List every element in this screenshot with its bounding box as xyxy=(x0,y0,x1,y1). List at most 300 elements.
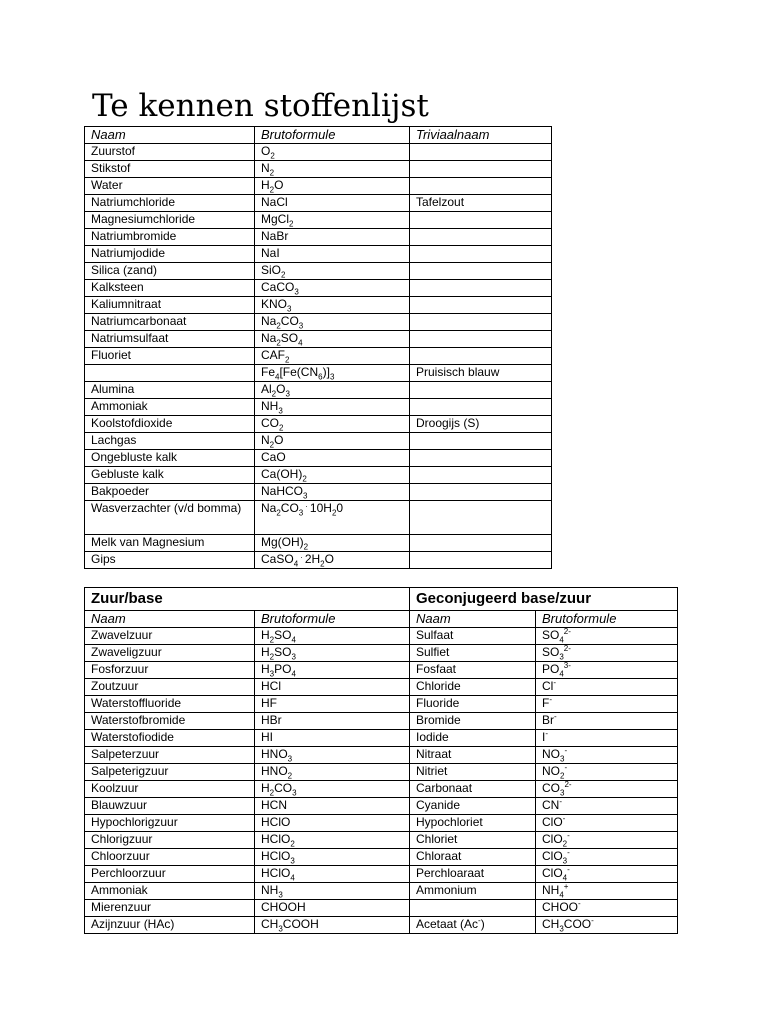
formula-part: NaBr xyxy=(261,229,289,243)
formula-sub: 2 xyxy=(269,652,275,662)
formula-part: O xyxy=(274,178,284,192)
formula-sub: 2 xyxy=(269,168,275,178)
triviaalnaam-cell xyxy=(410,246,552,263)
zuur-formule-cell xyxy=(255,781,410,798)
formula-sub: 2 xyxy=(281,270,286,280)
table-row xyxy=(85,467,552,484)
base-formule-cell xyxy=(536,900,678,917)
formula-sub: 3 xyxy=(291,652,296,662)
formula-part: 0 xyxy=(336,501,344,515)
table-row xyxy=(85,730,678,747)
zuur-naam-cell: Zwaveligzuur xyxy=(85,645,255,662)
formula-sup: - xyxy=(545,729,549,738)
zuur-formule-cell xyxy=(255,679,410,696)
table-row xyxy=(85,314,552,331)
formula-part: O xyxy=(261,144,271,158)
zuur-formule-cell xyxy=(255,866,410,883)
triviaalnaam-cell xyxy=(410,382,552,399)
formula-sub: 3 xyxy=(287,754,293,764)
formula-sub: 2 xyxy=(285,355,290,365)
formula-part: SO xyxy=(280,331,299,345)
table-row xyxy=(85,883,678,900)
naam-cell: Ammoniak xyxy=(85,399,255,416)
formula-part: SO xyxy=(274,645,292,659)
formula-sub: 2 xyxy=(269,635,275,645)
base-formule-cell xyxy=(536,628,678,645)
formule-cell xyxy=(255,195,410,212)
formula-part: HClO xyxy=(261,866,291,880)
triviaalnaam-cell xyxy=(410,297,552,314)
table-row xyxy=(85,815,678,832)
formula-sub: 2 xyxy=(562,839,568,849)
formule-cell xyxy=(255,467,410,484)
table-row xyxy=(85,433,552,450)
formule-cell xyxy=(255,382,410,399)
zuur-naam-cell: Chlorigzuur xyxy=(85,832,255,849)
formula-part: H xyxy=(261,645,270,659)
zuur-naam-cell: Azijnzuur (HAc) xyxy=(85,917,255,934)
base-naam-cell: Cyanide xyxy=(410,798,536,815)
table-row xyxy=(85,212,552,229)
formula-part: COO xyxy=(563,917,592,931)
formula-sub: 6 xyxy=(318,372,323,382)
formule-cell xyxy=(255,501,410,535)
base-naam-cell xyxy=(410,900,536,917)
base-naam-cell: Hypochloriet xyxy=(410,815,536,832)
zuur-formule-cell xyxy=(255,764,410,781)
base-naam-cell: Ammonium xyxy=(410,883,536,900)
formula-part: ClO xyxy=(542,849,563,863)
formula-sub: 2 xyxy=(270,151,275,161)
formula-sub: 4 xyxy=(559,669,564,679)
formula-part: Na xyxy=(261,314,277,328)
formula-sub: 3 xyxy=(298,508,304,518)
formula-sub: 2 xyxy=(276,338,281,348)
formula-sub: 4 xyxy=(275,372,280,382)
zuur-naam-cell: Salpeterzuur xyxy=(85,747,255,764)
table-row xyxy=(85,849,678,866)
table-row xyxy=(85,263,552,280)
table-row xyxy=(85,280,552,297)
formula-sub: 4 xyxy=(562,873,568,883)
formule-cell xyxy=(255,297,410,314)
formule-cell xyxy=(255,552,410,569)
formula-part: HNO xyxy=(261,764,288,778)
page-title: Te kennen stoffenlijst xyxy=(92,88,429,124)
naam-cell: Koolstofdioxide xyxy=(85,416,255,433)
table-row xyxy=(85,195,552,212)
triviaalnaam-cell xyxy=(410,144,552,161)
zuur-formule-cell xyxy=(255,747,410,764)
formule-cell xyxy=(255,331,410,348)
table-row xyxy=(85,178,552,195)
formula-sup: . xyxy=(298,551,305,560)
formule-cell xyxy=(255,161,410,178)
formula-sup: - xyxy=(478,916,481,925)
formula-sup: - xyxy=(554,712,557,721)
formula-part: HCN xyxy=(261,798,287,812)
zuur-naam-cell: Fosforzuur xyxy=(85,662,255,679)
formula-part: HClO xyxy=(261,849,291,863)
zuur-formule-cell xyxy=(255,645,410,662)
formula-part: Acetaat (Ac xyxy=(416,917,479,931)
section-header-zuur-base: Zuur/base xyxy=(85,588,410,611)
formula-sub: 3 xyxy=(269,669,275,679)
formula-part: CaO xyxy=(261,450,286,464)
formula-sup: - xyxy=(567,865,570,874)
naam-cell: Kaliumnitraat xyxy=(85,297,255,314)
naam-cell: Natriumsulfaat xyxy=(85,331,255,348)
base-formule-cell xyxy=(536,849,678,866)
zuur-formule-cell xyxy=(255,730,410,747)
formula-part: NH xyxy=(542,883,560,897)
formula-part: CHOOH xyxy=(261,900,306,914)
formula-part: SO xyxy=(542,628,560,642)
formula-part: CO xyxy=(542,781,560,795)
formula-part: O xyxy=(276,382,286,396)
formula-part: NaHCO xyxy=(261,484,304,498)
base-formule-cell xyxy=(536,764,678,781)
formula-part: CH xyxy=(542,917,560,931)
formula-sub: 3 xyxy=(278,924,283,934)
formula-sup: 2- xyxy=(563,644,571,653)
naam-cell: Natriumcarbonaat xyxy=(85,314,255,331)
base-naam-cell: Perchloaraat xyxy=(410,866,536,883)
table-row xyxy=(85,866,678,883)
zuur-formule-cell xyxy=(255,849,410,866)
formula-part: 2H xyxy=(304,552,321,566)
table-row xyxy=(85,331,552,348)
formula-part: [Fe(CN xyxy=(279,365,319,379)
formula-part: ClO xyxy=(542,815,563,829)
base-formule-cell xyxy=(536,747,678,764)
triviaalnaam-cell xyxy=(410,348,552,365)
formula-sub: 2 xyxy=(290,839,295,849)
zuur-naam-cell: Salpeterigzuur xyxy=(85,764,255,781)
formula-sub: 2 xyxy=(302,474,307,484)
base-formule-cell xyxy=(536,798,678,815)
naam-cell: Bakpoeder xyxy=(85,484,255,501)
formula-part: HClO xyxy=(261,815,291,829)
zuur-naam-cell: Chloorzuur xyxy=(85,849,255,866)
formula-sub: 4 xyxy=(291,635,296,645)
formula-sub: 4 xyxy=(559,635,564,645)
column-header: Brutoformule xyxy=(255,611,410,628)
formula-part: O xyxy=(324,552,334,566)
formula-sub: 3 xyxy=(294,287,299,297)
table-row xyxy=(85,484,552,501)
formule-cell xyxy=(255,365,410,382)
triviaalnaam-cell xyxy=(410,535,552,552)
triviaalnaam-cell xyxy=(410,552,552,569)
formula-sub: 2 xyxy=(276,508,281,518)
formula-sup: . xyxy=(303,500,310,509)
formule-cell xyxy=(255,314,410,331)
formula-part: H xyxy=(261,662,270,676)
zuur-base-table xyxy=(84,587,678,934)
formule-cell xyxy=(255,263,410,280)
naam-cell: Stikstof xyxy=(85,161,255,178)
table-row xyxy=(85,348,552,365)
formula-part: N xyxy=(261,433,270,447)
base-naam-cell: Bromide xyxy=(410,713,536,730)
formule-cell xyxy=(255,212,410,229)
zuur-naam-cell: Zoutzuur xyxy=(85,679,255,696)
formula-sub: 3 xyxy=(298,321,304,331)
table-row xyxy=(85,399,552,416)
formula-sub: 3 xyxy=(278,890,283,900)
table-row xyxy=(85,679,678,696)
triviaalnaam-cell xyxy=(410,229,552,246)
formula-sup: - xyxy=(567,831,570,840)
table-row xyxy=(85,900,678,917)
formula-sub: 4 xyxy=(290,873,295,883)
naam-cell: Natriumjodide xyxy=(85,246,255,263)
base-formule-cell xyxy=(536,645,678,662)
zuur-formule-cell xyxy=(255,628,410,645)
formula-part: CO xyxy=(261,416,279,430)
formula-part: H xyxy=(261,781,270,795)
zuur-formule-cell xyxy=(255,662,410,679)
zuur-formule-cell xyxy=(255,832,410,849)
formule-cell xyxy=(255,246,410,263)
formula-sup: - xyxy=(553,678,557,687)
column-header: Naam xyxy=(85,611,255,628)
table-row xyxy=(85,382,552,399)
formule-cell xyxy=(255,144,410,161)
formula-sub: 2 xyxy=(287,771,293,781)
formula-part: Mg(OH) xyxy=(261,535,304,549)
formula-part: HF xyxy=(261,696,277,710)
table-row xyxy=(85,747,678,764)
formula-part: COOH xyxy=(282,917,319,931)
formula-sup: - xyxy=(559,797,563,806)
table-row xyxy=(85,713,678,730)
formule-cell xyxy=(255,229,410,246)
formula-sub: 2 xyxy=(289,219,294,229)
formula-part: NO xyxy=(542,747,560,761)
base-formule-cell xyxy=(536,917,678,934)
triviaalnaam-cell xyxy=(410,484,552,501)
formule-cell xyxy=(255,535,410,552)
formula-sub: 3 xyxy=(285,389,290,399)
table-row xyxy=(85,246,552,263)
table-row xyxy=(85,501,552,535)
base-naam-cell: Nitriet xyxy=(410,764,536,781)
formula-part: NaI xyxy=(261,246,280,260)
naam-cell: Gebluste kalk xyxy=(85,467,255,484)
triviaalnaam-cell xyxy=(410,501,552,535)
formula-part: NH xyxy=(261,399,279,413)
formula-part: CN xyxy=(542,798,560,812)
formula-part: NO xyxy=(542,764,560,778)
table-row xyxy=(85,552,552,569)
table-row xyxy=(85,161,552,178)
formula-sub: 2 xyxy=(560,771,565,781)
formula-sub: 2 xyxy=(331,508,337,518)
zuur-naam-cell: Waterstofbromide xyxy=(85,713,255,730)
base-formule-cell xyxy=(536,662,678,679)
table-row xyxy=(85,297,552,314)
column-header: Brutoformule xyxy=(536,611,678,628)
formule-cell xyxy=(255,178,410,195)
zuur-formule-cell xyxy=(255,900,410,917)
formula-part: 10H xyxy=(309,501,332,515)
table-row xyxy=(85,917,678,934)
zuur-naam-cell: Waterstofiodide xyxy=(85,730,255,747)
formula-part: CaCO xyxy=(261,280,295,294)
zuur-formule-cell xyxy=(255,815,410,832)
formula-part: CO xyxy=(280,314,299,328)
formula-part: )] xyxy=(322,365,330,379)
base-formule-cell xyxy=(536,815,678,832)
formula-part: CO xyxy=(274,781,293,795)
zuur-formule-cell xyxy=(255,917,410,934)
base-formule-cell xyxy=(536,696,678,713)
base-formule-cell xyxy=(536,832,678,849)
formula-part: CHOO xyxy=(542,900,578,914)
formula-sub: 3 xyxy=(303,491,308,501)
table-row xyxy=(85,535,552,552)
triviaalnaam-cell xyxy=(410,314,552,331)
naam-cell: Natriumbromide xyxy=(85,229,255,246)
base-naam-cell: Sulfiet xyxy=(410,645,536,662)
naam-cell: Natriumchloride xyxy=(85,195,255,212)
formula-sub: 3 xyxy=(329,372,335,382)
table-row xyxy=(85,696,678,713)
formula-part: Ca(OH) xyxy=(261,467,303,481)
triviaalnaam-cell xyxy=(410,450,552,467)
formula-part: CO xyxy=(280,501,299,515)
zuur-formule-cell xyxy=(255,883,410,900)
formula-sub: 2 xyxy=(320,559,325,569)
formula-part: MgCl xyxy=(261,212,290,226)
formula-part: SO xyxy=(274,628,292,642)
formula-part: Al xyxy=(261,382,272,396)
formula-sub: 3 xyxy=(559,924,564,934)
formula-sub: 3 xyxy=(560,754,565,764)
naam-cell: Silica (zand) xyxy=(85,263,255,280)
formula-sub: 3 xyxy=(560,788,565,798)
table-row xyxy=(85,662,678,679)
formula-part: Br xyxy=(542,713,554,727)
naam-cell: Ongebluste kalk xyxy=(85,450,255,467)
formula-part: HI xyxy=(261,730,273,744)
formula-sup: - xyxy=(564,746,568,755)
formula-part: I xyxy=(542,730,546,744)
formula-part: SO xyxy=(542,645,560,659)
formula-part: O xyxy=(274,433,284,447)
triviaalnaam-cell xyxy=(410,212,552,229)
base-formule-cell xyxy=(536,713,678,730)
table-row xyxy=(85,416,552,433)
section-header-row xyxy=(85,588,678,611)
base-naam-cell: Fosfaat xyxy=(410,662,536,679)
base-naam-cell: Chloriet xyxy=(410,832,536,849)
formula-part: F xyxy=(542,696,550,710)
formula-part: Fe xyxy=(261,365,276,379)
base-naam-cell: Iodide xyxy=(410,730,536,747)
formula-sup: + xyxy=(563,882,569,891)
base-formule-cell xyxy=(536,883,678,900)
formula-part: HCl xyxy=(261,679,281,693)
naam-cell: Melk van Magnesium xyxy=(85,535,255,552)
table-row xyxy=(85,365,552,382)
base-naam-cell: Chloraat xyxy=(410,849,536,866)
formula-part: ClO xyxy=(542,866,563,880)
formula-sup: - xyxy=(591,916,594,925)
formula-sub: 2 xyxy=(269,185,275,195)
formula-part: N xyxy=(261,161,270,175)
base-naam-cell xyxy=(410,917,536,934)
formule-cell xyxy=(255,433,410,450)
naam-cell: Lachgas xyxy=(85,433,255,450)
formula-part: ) xyxy=(480,917,485,931)
stoffen-table xyxy=(84,126,552,569)
table-header-row xyxy=(85,127,552,144)
formula-part: Na xyxy=(261,501,277,515)
formula-sup: - xyxy=(562,814,566,823)
formule-cell xyxy=(255,416,410,433)
formula-sub: 3 xyxy=(292,788,297,798)
zuur-naam-cell: Ammoniak xyxy=(85,883,255,900)
triviaalnaam-cell: Tafelzout xyxy=(410,195,552,212)
formula-sup: - xyxy=(567,848,570,857)
formula-sub: 4 xyxy=(559,890,564,900)
naam-cell: Zuurstof xyxy=(85,144,255,161)
table-row xyxy=(85,229,552,246)
table-row xyxy=(85,628,678,645)
column-header: Naam xyxy=(410,611,536,628)
table-row xyxy=(85,764,678,781)
triviaalnaam-cell xyxy=(410,331,552,348)
base-formule-cell xyxy=(536,866,678,883)
formula-part: Na xyxy=(261,331,277,345)
formula-part: CaSO xyxy=(261,552,294,566)
triviaalnaam-cell xyxy=(410,161,552,178)
base-formule-cell xyxy=(536,730,678,747)
formula-part: NH xyxy=(261,883,279,897)
formula-part: NaCl xyxy=(261,195,288,209)
naam-cell: Kalksteen xyxy=(85,280,255,297)
formula-sub: 2 xyxy=(276,321,281,331)
formula-sub: 2 xyxy=(279,423,284,433)
formula-sub: 3 xyxy=(287,304,292,314)
naam-cell: Alumina xyxy=(85,382,255,399)
table-row xyxy=(85,450,552,467)
formula-sub: 3 xyxy=(278,406,283,416)
formula-part: KNO xyxy=(261,297,288,311)
zuur-naam-cell: Blauwzuur xyxy=(85,798,255,815)
formule-cell xyxy=(255,280,410,297)
zuur-naam-cell: Hypochlorigzuur xyxy=(85,815,255,832)
triviaalnaam-cell xyxy=(410,467,552,484)
naam-cell: Fluoriet xyxy=(85,348,255,365)
formula-sup: - xyxy=(578,899,581,908)
base-formule-cell xyxy=(536,679,678,696)
triviaalnaam-cell: Pruisisch blauw xyxy=(410,365,552,382)
formule-cell xyxy=(255,348,410,365)
zuur-formule-cell xyxy=(255,713,410,730)
zuur-naam-cell: Zwavelzuur xyxy=(85,628,255,645)
zuur-naam-cell: Waterstoffluoride xyxy=(85,696,255,713)
formula-part: H xyxy=(261,178,270,192)
formula-sub: 3 xyxy=(290,856,295,866)
formula-part: HClO xyxy=(261,832,291,846)
formula-part: Cl xyxy=(542,679,554,693)
triviaalnaam-cell xyxy=(410,433,552,450)
formule-cell xyxy=(255,399,410,416)
